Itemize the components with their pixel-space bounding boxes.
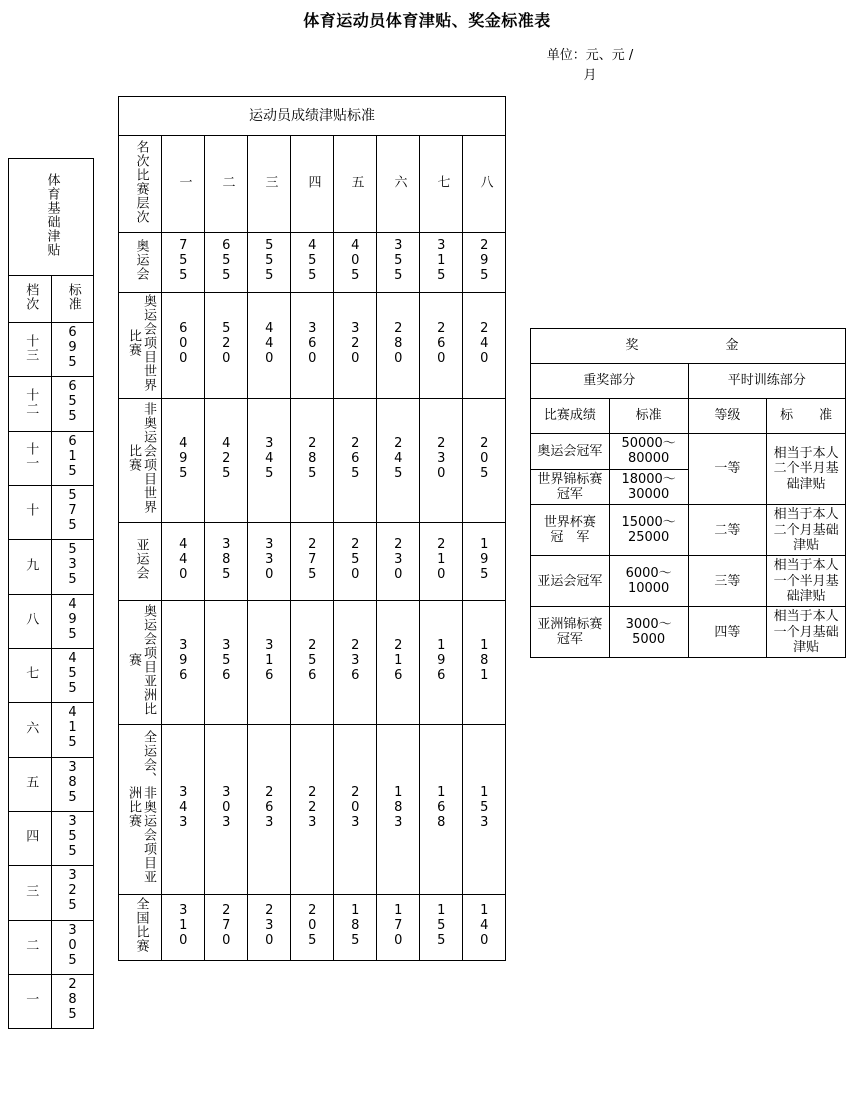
basic-standard-cell bbox=[51, 703, 94, 757]
table-row bbox=[9, 594, 94, 648]
table-row bbox=[9, 485, 94, 539]
performance-value-cell bbox=[291, 293, 334, 399]
performance-value-cell bbox=[463, 233, 506, 293]
performance-value: 168 bbox=[433, 784, 449, 830]
basic-level-cell bbox=[9, 866, 52, 920]
performance-value-cell bbox=[334, 523, 377, 601]
performance-value-cell bbox=[377, 523, 420, 601]
training-standard-cell: 相当于本人一个半月基础津贴 bbox=[767, 556, 846, 607]
basic-standard-value: 535 bbox=[65, 542, 81, 588]
performance-level-label: 亚运会 bbox=[133, 538, 149, 581]
performance-value-cell bbox=[291, 601, 334, 725]
basic-standard-cell bbox=[51, 323, 94, 377]
basic-standard-value: 415 bbox=[65, 705, 81, 751]
basic-allowance-column-header-row bbox=[9, 276, 94, 323]
basic-level-cell bbox=[9, 974, 52, 1028]
table-row bbox=[9, 377, 94, 431]
performance-value-cell bbox=[162, 895, 205, 961]
performance-value-cell bbox=[377, 233, 420, 293]
performance-value: 185 bbox=[347, 902, 363, 948]
training-grade-cell: 一等 bbox=[688, 434, 767, 505]
performance-value: 425 bbox=[218, 435, 234, 481]
basic-level-cell bbox=[9, 377, 52, 431]
performance-value: 183 bbox=[390, 784, 406, 830]
performance-value: 203 bbox=[347, 784, 363, 830]
bonus-table bbox=[530, 328, 846, 658]
table-row bbox=[9, 431, 94, 485]
column-header-standard-label: 标准 bbox=[65, 282, 81, 311]
performance-allowance-table bbox=[118, 96, 506, 961]
rank-header-label: 六 bbox=[391, 174, 407, 189]
performance-value-cell bbox=[420, 293, 463, 399]
bonus-title: 奖 金 bbox=[531, 329, 846, 364]
performance-value-cell bbox=[463, 895, 506, 961]
basic-standard-value: 355 bbox=[65, 813, 81, 859]
table-row bbox=[9, 757, 94, 811]
performance-value-cell bbox=[162, 293, 205, 399]
performance-value-cell bbox=[248, 233, 291, 293]
performance-value: 205 bbox=[476, 435, 492, 481]
basic-standard-cell bbox=[51, 648, 94, 702]
performance-value-cell bbox=[420, 601, 463, 725]
basic-level-cell bbox=[9, 485, 52, 539]
performance-level-cell bbox=[119, 399, 162, 523]
basic-level-cell bbox=[9, 703, 52, 757]
performance-value-cell bbox=[377, 725, 420, 895]
table-row bbox=[119, 233, 506, 293]
performance-value: 250 bbox=[347, 536, 363, 582]
unit-note-line1: 单位：元、元 / bbox=[546, 48, 634, 63]
bonus-standard-cell: 15000～25000 bbox=[609, 505, 688, 556]
rank-header-6 bbox=[377, 136, 420, 233]
rank-header-label: 三 bbox=[262, 174, 278, 189]
bonus-col-standard: 标准 bbox=[609, 399, 688, 434]
performance-value-cell bbox=[248, 523, 291, 601]
performance-value: 140 bbox=[476, 902, 492, 948]
performance-value-cell bbox=[377, 895, 420, 961]
performance-value-cell bbox=[420, 725, 463, 895]
bonus-col-training-standard: 标 准 bbox=[767, 399, 846, 434]
performance-level-label: 全国比赛 bbox=[133, 897, 149, 954]
rank-header-label: 四 bbox=[305, 174, 321, 189]
rank-header-2 bbox=[205, 136, 248, 233]
basic-standard-cell bbox=[51, 431, 94, 485]
performance-level-cell bbox=[119, 233, 162, 293]
performance-value: 153 bbox=[476, 784, 492, 830]
bonus-section-training: 平时训练部分 bbox=[688, 364, 846, 399]
bonus-section-row bbox=[531, 364, 846, 399]
performance-value-cell bbox=[248, 725, 291, 895]
performance-corner-text: 名次比赛层次 bbox=[133, 139, 149, 224]
performance-value-cell bbox=[162, 725, 205, 895]
bonus-column-header-row bbox=[531, 399, 846, 434]
basic-standard-value: 495 bbox=[65, 596, 81, 642]
basic-standard-cell bbox=[51, 594, 94, 648]
performance-value-cell bbox=[205, 293, 248, 399]
performance-value: 356 bbox=[218, 637, 234, 683]
basic-level-cell bbox=[9, 648, 52, 702]
performance-level-label: 奥运会项目世界比赛 bbox=[126, 294, 156, 393]
basic-standard-cell bbox=[51, 811, 94, 865]
performance-value: 195 bbox=[476, 536, 492, 582]
performance-level-label: 全运会、非奥运会项目亚洲比赛 bbox=[126, 730, 156, 885]
performance-value-cell bbox=[463, 725, 506, 895]
performance-value-cell bbox=[463, 523, 506, 601]
rank-header-5 bbox=[334, 136, 377, 233]
basic-standard-value: 305 bbox=[65, 922, 81, 968]
basic-level-label: 九 bbox=[23, 557, 39, 572]
basic-allowance-header-row bbox=[9, 159, 94, 276]
performance-value: 263 bbox=[261, 784, 277, 830]
performance-value-cell bbox=[420, 523, 463, 601]
rank-header-8 bbox=[463, 136, 506, 233]
performance-value: 343 bbox=[175, 784, 191, 830]
rank-header-1 bbox=[162, 136, 205, 233]
performance-value: 260 bbox=[433, 320, 449, 366]
basic-level-label: 四 bbox=[23, 829, 39, 844]
performance-value-cell bbox=[334, 895, 377, 961]
performance-value: 385 bbox=[218, 536, 234, 582]
basic-level-label: 三 bbox=[23, 883, 39, 898]
performance-value: 280 bbox=[390, 320, 406, 366]
bonus-event-cell: 亚洲锦标赛冠军 bbox=[531, 607, 610, 658]
performance-level-cell bbox=[119, 523, 162, 601]
performance-value: 223 bbox=[304, 784, 320, 830]
performance-level-cell bbox=[119, 293, 162, 399]
performance-value: 210 bbox=[433, 536, 449, 582]
basic-level-label: 八 bbox=[23, 612, 39, 627]
performance-value: 495 bbox=[175, 435, 191, 481]
table-row bbox=[9, 811, 94, 865]
rank-header-label: 七 bbox=[434, 174, 450, 189]
basic-level-label: 五 bbox=[23, 775, 39, 790]
rank-header-7 bbox=[420, 136, 463, 233]
performance-value-cell bbox=[463, 399, 506, 523]
table-row bbox=[9, 866, 94, 920]
rank-header-label: 二 bbox=[219, 174, 235, 189]
performance-value-cell bbox=[162, 523, 205, 601]
bonus-col-event: 比赛成绩 bbox=[531, 399, 610, 434]
performance-value: 320 bbox=[347, 320, 363, 366]
basic-standard-value: 575 bbox=[65, 487, 81, 533]
bonus-standard-cell: 3000～5000 bbox=[609, 607, 688, 658]
table-row bbox=[119, 523, 506, 601]
basic-standard-cell bbox=[51, 485, 94, 539]
table-row bbox=[9, 323, 94, 377]
table-row bbox=[119, 601, 506, 725]
bonus-col-grade: 等级 bbox=[688, 399, 767, 434]
performance-value-cell bbox=[334, 601, 377, 725]
rank-header-label: 一 bbox=[176, 174, 192, 189]
performance-value-cell bbox=[205, 725, 248, 895]
table-row bbox=[9, 648, 94, 702]
performance-value-cell bbox=[291, 233, 334, 293]
performance-value: 360 bbox=[304, 320, 320, 366]
performance-value: 316 bbox=[261, 637, 277, 683]
bonus-event-cell: 世界杯赛 冠 军 bbox=[531, 505, 610, 556]
performance-value: 303 bbox=[218, 784, 234, 830]
bonus-table-body bbox=[531, 329, 846, 658]
rank-header-label: 八 bbox=[477, 174, 493, 189]
performance-value-cell bbox=[205, 601, 248, 725]
performance-level-cell bbox=[119, 725, 162, 895]
performance-value: 285 bbox=[304, 435, 320, 481]
performance-level-label: 非奥运会项目世界比赛 bbox=[126, 402, 156, 515]
rank-header-label: 五 bbox=[348, 174, 364, 189]
performance-value: 440 bbox=[261, 320, 277, 366]
performance-value: 345 bbox=[261, 435, 277, 481]
basic-standard-value: 455 bbox=[65, 650, 81, 696]
performance-value: 330 bbox=[261, 536, 277, 582]
performance-value-cell bbox=[334, 399, 377, 523]
basic-allowance-header bbox=[9, 159, 94, 276]
basic-standard-cell bbox=[51, 757, 94, 811]
basic-level-cell bbox=[9, 920, 52, 974]
basic-allowance-table-container bbox=[8, 158, 94, 1029]
performance-value-cell bbox=[205, 523, 248, 601]
performance-value: 555 bbox=[261, 237, 277, 283]
basic-standard-cell bbox=[51, 866, 94, 920]
training-grade-cell: 三等 bbox=[688, 556, 767, 607]
bonus-title-row bbox=[531, 329, 846, 364]
basic-standard-value: 385 bbox=[65, 759, 81, 805]
performance-value-cell bbox=[377, 399, 420, 523]
performance-value-cell bbox=[377, 601, 420, 725]
performance-value-cell bbox=[291, 895, 334, 961]
table-row bbox=[531, 434, 846, 470]
performance-value: 245 bbox=[390, 435, 406, 481]
performance-value-cell bbox=[291, 725, 334, 895]
table-row bbox=[119, 725, 506, 895]
performance-value-cell bbox=[205, 233, 248, 293]
table-row bbox=[531, 505, 846, 556]
unit-note-line2: 月 bbox=[583, 68, 597, 84]
performance-header-row bbox=[119, 136, 506, 233]
performance-value-cell bbox=[205, 895, 248, 961]
basic-standard-value: 615 bbox=[65, 433, 81, 479]
performance-value-cell bbox=[248, 601, 291, 725]
basic-standard-cell bbox=[51, 920, 94, 974]
performance-value: 440 bbox=[175, 536, 191, 582]
table-row bbox=[119, 293, 506, 399]
performance-value-cell bbox=[291, 399, 334, 523]
bonus-event-cell: 世界锦标赛冠军 bbox=[531, 469, 610, 505]
basic-level-label: 二 bbox=[23, 938, 39, 953]
basic-standard-cell bbox=[51, 540, 94, 594]
performance-value: 265 bbox=[347, 435, 363, 481]
basic-standard-value: 285 bbox=[65, 976, 81, 1022]
performance-value: 170 bbox=[390, 902, 406, 948]
basic-level-cell bbox=[9, 594, 52, 648]
training-standard-cell: 相当于本人一个月基础津贴 bbox=[767, 607, 846, 658]
column-header-level bbox=[9, 276, 52, 323]
performance-allowance-body bbox=[119, 97, 506, 961]
rank-header-3 bbox=[248, 136, 291, 233]
performance-value: 405 bbox=[347, 237, 363, 283]
performance-level-label: 奥运会项目亚洲比赛 bbox=[126, 604, 156, 717]
performance-value-cell bbox=[248, 399, 291, 523]
performance-value-cell bbox=[463, 601, 506, 725]
performance-value: 256 bbox=[304, 637, 320, 683]
performance-value: 230 bbox=[433, 435, 449, 481]
basic-level-cell bbox=[9, 757, 52, 811]
basic-level-label: 十二 bbox=[23, 387, 39, 416]
rank-header-4 bbox=[291, 136, 334, 233]
performance-value-cell bbox=[162, 399, 205, 523]
performance-value: 236 bbox=[347, 637, 363, 683]
performance-value-cell bbox=[205, 399, 248, 523]
performance-value-cell bbox=[420, 399, 463, 523]
basic-standard-value: 695 bbox=[65, 325, 81, 370]
basic-level-label: 六 bbox=[23, 720, 39, 735]
performance-value-cell bbox=[162, 233, 205, 293]
performance-value: 240 bbox=[476, 320, 492, 366]
basic-standard-cell bbox=[51, 377, 94, 431]
training-standard-cell: 相当于本人二个月基础津贴 bbox=[767, 505, 846, 556]
performance-value: 520 bbox=[218, 320, 234, 366]
performance-value: 396 bbox=[175, 637, 191, 683]
bonus-event-cell: 奥运会冠军 bbox=[531, 434, 610, 470]
basic-allowance-body bbox=[9, 159, 94, 1029]
performance-value-cell bbox=[420, 233, 463, 293]
performance-value-cell bbox=[377, 293, 420, 399]
performance-level-cell bbox=[119, 601, 162, 725]
performance-value-cell bbox=[248, 895, 291, 961]
performance-value: 230 bbox=[261, 902, 277, 948]
training-standard-cell: 相当于本人二个半月基础津贴 bbox=[767, 434, 846, 505]
training-grade-cell: 二等 bbox=[688, 505, 767, 556]
performance-title: 运动员成绩津贴标准 bbox=[119, 97, 506, 136]
bonus-table-container bbox=[530, 328, 846, 658]
performance-value: 295 bbox=[476, 237, 492, 283]
bonus-standard-cell: 6000～10000 bbox=[609, 556, 688, 607]
bonus-standard-cell: 18000～30000 bbox=[609, 469, 688, 505]
bonus-event-cell: 亚运会冠军 bbox=[531, 556, 610, 607]
basic-level-cell bbox=[9, 431, 52, 485]
performance-value-cell bbox=[463, 293, 506, 399]
bonus-section-heavy: 重奖部分 bbox=[531, 364, 689, 399]
basic-allowance-header-label: 体育基础津贴 bbox=[44, 172, 60, 257]
performance-value: 600 bbox=[175, 320, 191, 366]
performance-value: 455 bbox=[304, 237, 320, 283]
performance-value: 196 bbox=[433, 637, 449, 683]
performance-value: 355 bbox=[390, 237, 406, 283]
basic-level-label: 十一 bbox=[23, 442, 39, 471]
performance-value-cell bbox=[334, 233, 377, 293]
performance-level-label: 奥运会 bbox=[133, 239, 149, 282]
table-row bbox=[9, 920, 94, 974]
performance-value: 181 bbox=[476, 637, 492, 683]
column-header-level-label: 档次 bbox=[23, 282, 39, 311]
performance-value: 755 bbox=[175, 237, 191, 283]
basic-level-cell bbox=[9, 323, 52, 377]
basic-standard-cell bbox=[51, 974, 94, 1028]
performance-value: 655 bbox=[218, 237, 234, 283]
performance-level-cell bbox=[119, 895, 162, 961]
basic-level-cell bbox=[9, 811, 52, 865]
table-row bbox=[119, 399, 506, 523]
basic-standard-value: 325 bbox=[65, 868, 81, 914]
basic-level-label: 七 bbox=[23, 666, 39, 681]
basic-level-label: 十三 bbox=[23, 333, 39, 362]
performance-value-cell bbox=[334, 293, 377, 399]
performance-allowance-table-container bbox=[118, 96, 506, 961]
table-row bbox=[9, 703, 94, 757]
page-title: 体育运动员体育津贴、奖金标准表 bbox=[303, 11, 551, 30]
table-row bbox=[9, 974, 94, 1028]
performance-value: 275 bbox=[304, 536, 320, 582]
training-grade-cell: 四等 bbox=[688, 607, 767, 658]
performance-value: 216 bbox=[390, 637, 406, 683]
performance-value-cell bbox=[162, 601, 205, 725]
performance-value: 315 bbox=[433, 237, 449, 283]
table-row bbox=[531, 556, 846, 607]
basic-level-label: 一 bbox=[23, 992, 39, 1007]
performance-value-cell bbox=[291, 523, 334, 601]
performance-value: 155 bbox=[433, 902, 449, 948]
performance-value: 205 bbox=[304, 902, 320, 948]
performance-value: 310 bbox=[175, 902, 191, 948]
bonus-standard-cell: 50000～80000 bbox=[609, 434, 688, 470]
basic-level-label: 十 bbox=[23, 503, 39, 518]
performance-title-row bbox=[119, 97, 506, 136]
performance-value-cell bbox=[334, 725, 377, 895]
table-row bbox=[531, 607, 846, 658]
basic-standard-value: 655 bbox=[65, 379, 81, 425]
performance-corner-label bbox=[119, 136, 162, 233]
performance-value: 270 bbox=[218, 902, 234, 948]
performance-value: 230 bbox=[390, 536, 406, 582]
basic-allowance-table bbox=[8, 158, 94, 1029]
performance-value-cell bbox=[420, 895, 463, 961]
performance-value-cell bbox=[248, 293, 291, 399]
column-header-standard bbox=[51, 276, 94, 323]
basic-level-cell bbox=[9, 540, 52, 594]
table-row bbox=[119, 895, 506, 961]
table-row bbox=[9, 540, 94, 594]
unit-note bbox=[510, 46, 670, 86]
